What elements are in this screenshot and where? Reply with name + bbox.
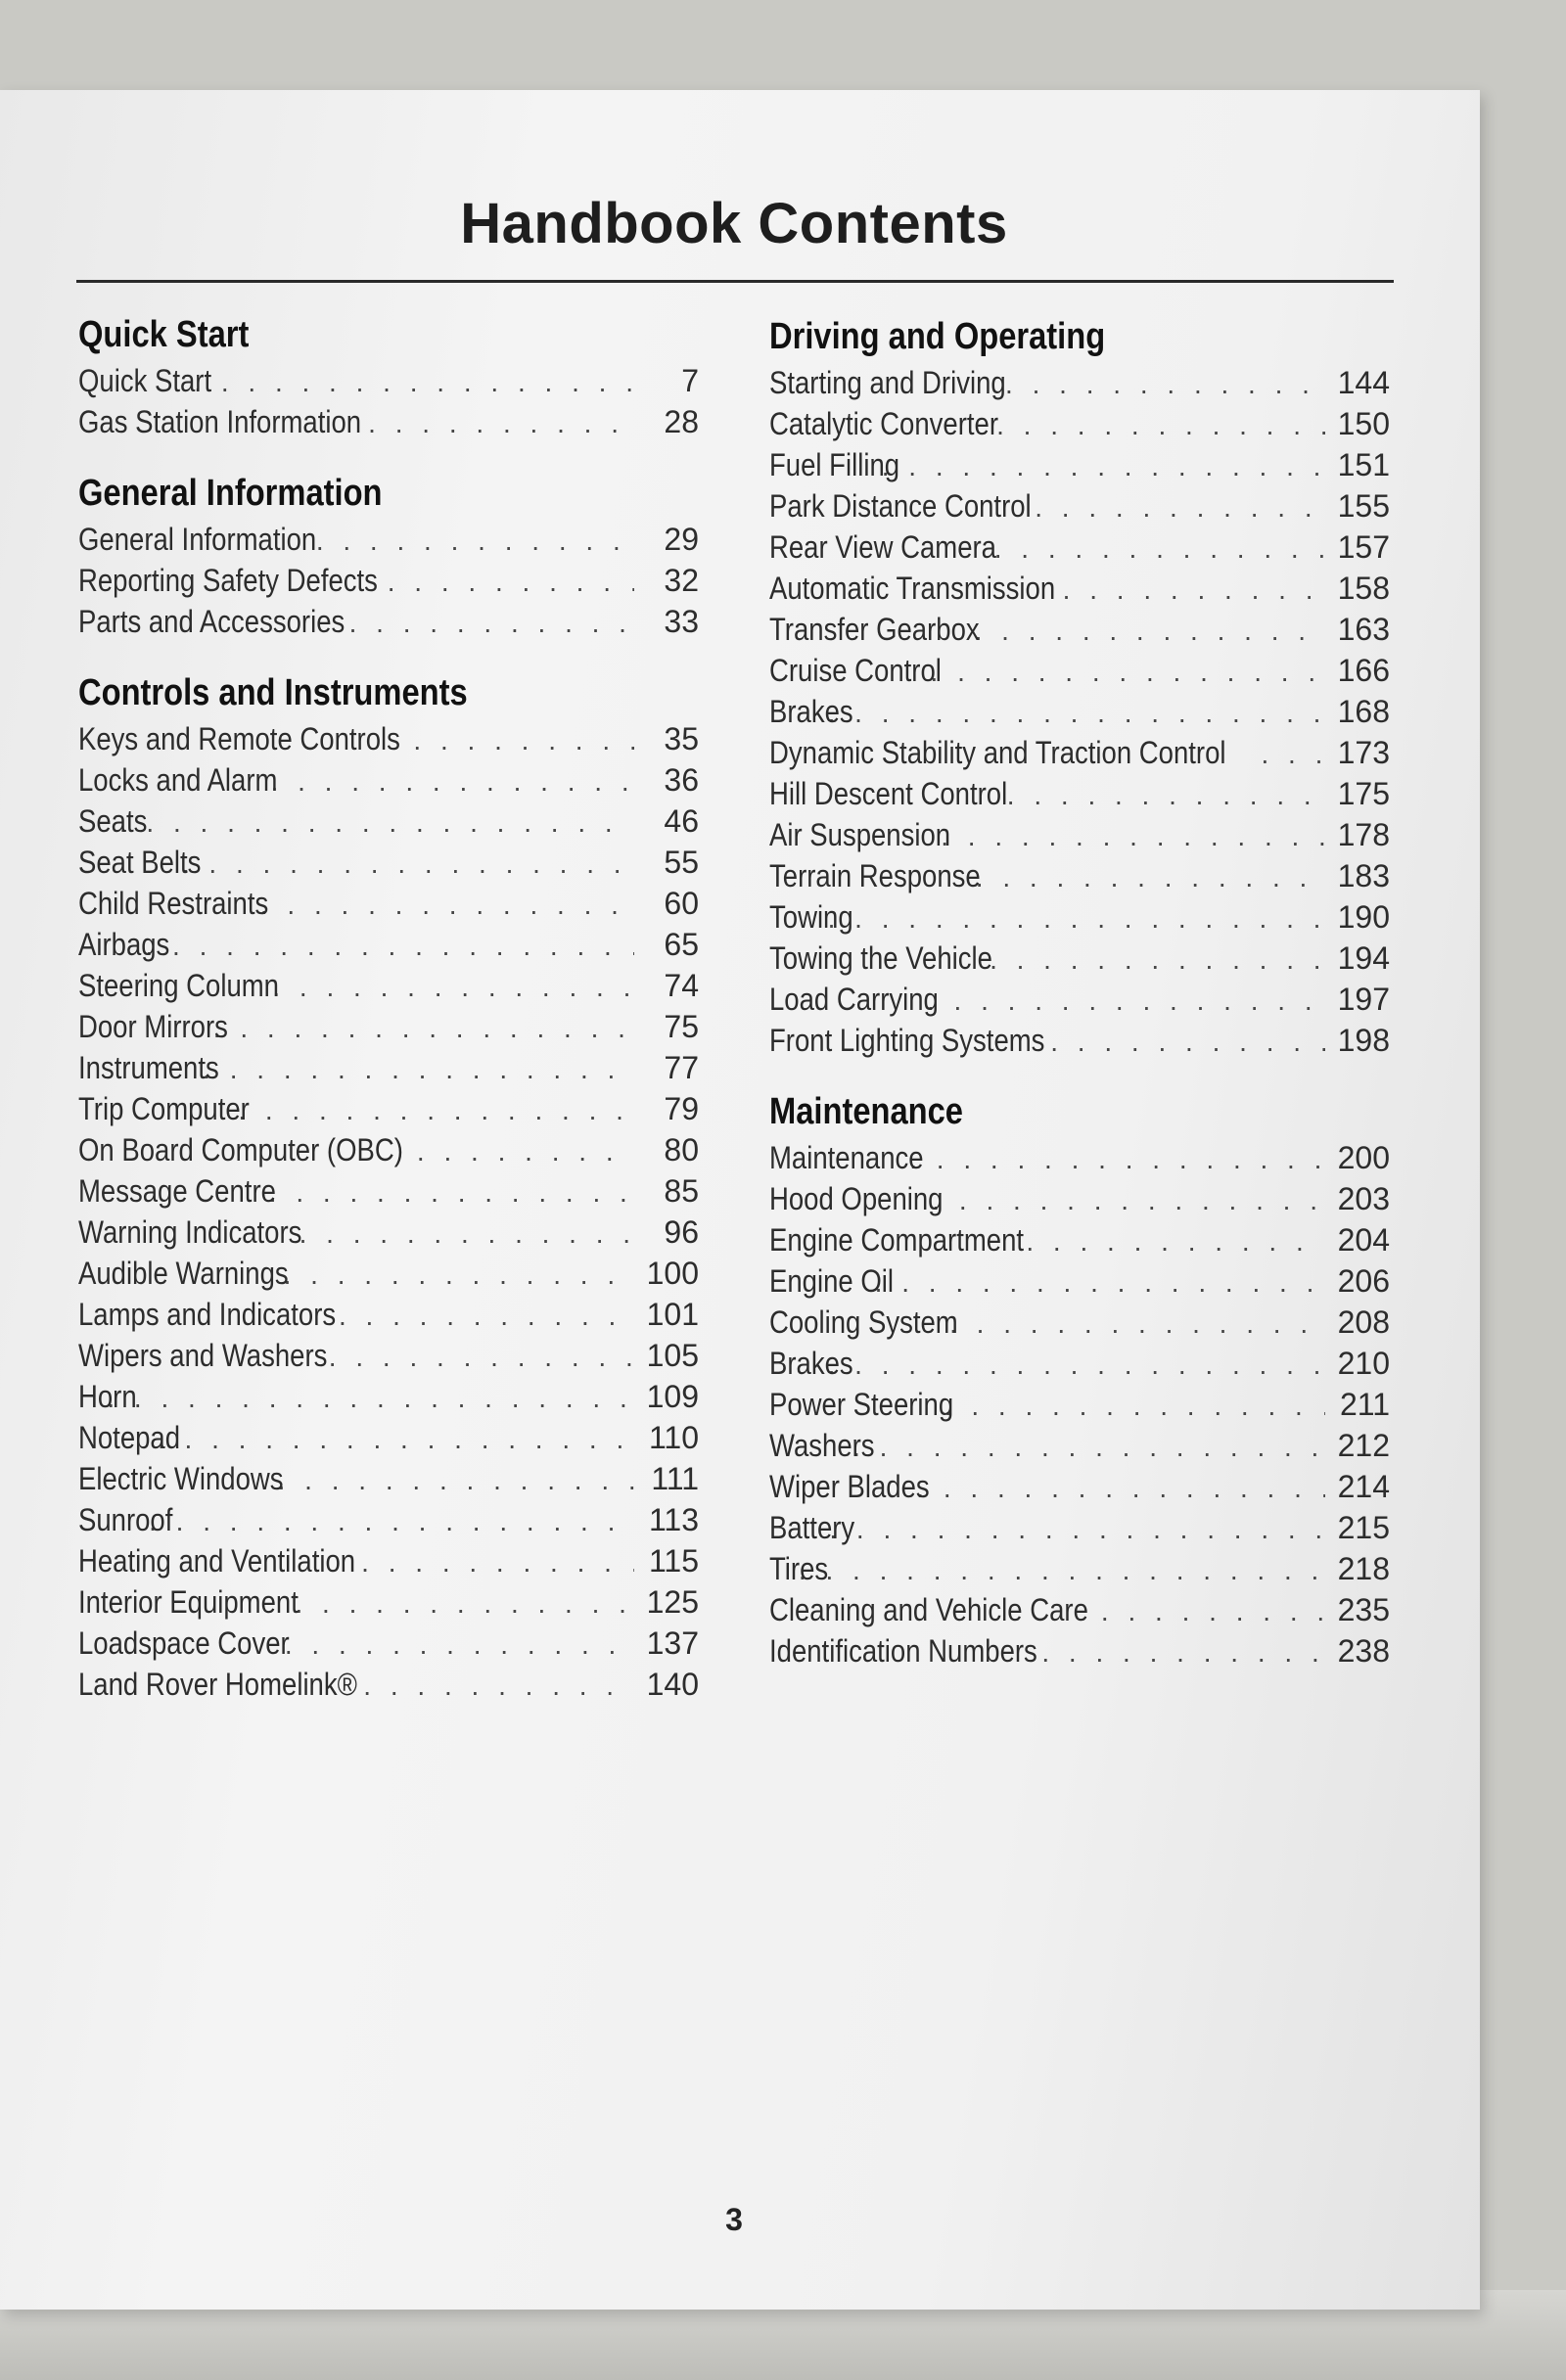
toc-entry-label: Wiper Blades xyxy=(769,1469,930,1504)
dot-leader xyxy=(976,857,1325,898)
dot-leader xyxy=(213,1008,634,1049)
toc-entry[interactable] xyxy=(769,526,1390,568)
toc-entry-page: 140 xyxy=(646,1667,699,1702)
toc-entry[interactable] xyxy=(769,1343,1390,1384)
toc-entry-page: 163 xyxy=(1337,612,1390,647)
toc-entry[interactable] xyxy=(78,1664,699,1705)
toc-entry-page: 28 xyxy=(664,404,699,439)
toc-entry-label: Load Carrying xyxy=(769,982,939,1017)
toc-entry[interactable] xyxy=(78,1088,699,1129)
toc-entry-label: Brakes xyxy=(769,694,853,729)
toc-entry-page: 210 xyxy=(1337,1346,1390,1381)
toc-entry-label: Parts and Accessories xyxy=(78,604,345,639)
dot-leader xyxy=(931,652,1325,693)
toc-entry-page: 178 xyxy=(1337,817,1390,852)
toc-entry-page: 214 xyxy=(1337,1469,1390,1504)
section-heading: General Information xyxy=(78,473,383,514)
toc-entry[interactable] xyxy=(78,1335,699,1376)
toc-entry-label: Heating and Ventilation xyxy=(78,1543,356,1579)
toc-entry[interactable] xyxy=(769,1425,1390,1466)
toc-entry-page: 115 xyxy=(648,1543,699,1579)
toc-entry-label: Front Lighting Systems xyxy=(769,1023,1045,1058)
toc-entry[interactable] xyxy=(78,1458,699,1499)
dot-leader xyxy=(994,528,1325,570)
toc-entry[interactable] xyxy=(78,1170,699,1212)
toc-entry-page: 101 xyxy=(646,1297,699,1332)
toc-entry-label: Locks and Alarm xyxy=(78,762,278,798)
toc-entry[interactable] xyxy=(769,1507,1390,1548)
toc-entry[interactable] xyxy=(769,855,1390,896)
toc-entry-page: 35 xyxy=(664,721,699,756)
toc-entry[interactable] xyxy=(769,691,1390,732)
toc-entry-page: 125 xyxy=(646,1584,699,1620)
toc-entry-page: 110 xyxy=(648,1420,699,1455)
toc-entry[interactable] xyxy=(78,1499,699,1540)
dot-leader xyxy=(349,603,634,644)
dot-leader xyxy=(203,1049,634,1090)
toc-entry-label: Sunroof xyxy=(78,1502,173,1537)
toc-entry-page: 175 xyxy=(1337,776,1390,811)
toc-entry-page: 113 xyxy=(648,1502,699,1537)
toc-entry-label: Door Mirrors xyxy=(78,1009,228,1044)
toc-entry-page: 150 xyxy=(1337,406,1390,441)
toc-entry-label: Automatic Transmission xyxy=(769,571,1056,606)
toc-entry-label: Steering Column xyxy=(78,968,279,1003)
dot-leader xyxy=(368,403,634,444)
dot-leader xyxy=(828,898,1325,939)
toc-entry-label: Rear View Camera xyxy=(769,529,996,565)
dot-leader xyxy=(278,1460,634,1501)
toc-entry-page: 204 xyxy=(1337,1222,1390,1258)
toc-entry[interactable] xyxy=(78,1540,699,1581)
toc-entry-page: 111 xyxy=(651,1461,699,1496)
toc-entry[interactable] xyxy=(769,1260,1390,1302)
dot-leader xyxy=(916,1468,1325,1509)
toc-entry[interactable] xyxy=(769,485,1390,526)
toc-entry-page: 36 xyxy=(664,762,699,798)
toc-entry-label: General Information xyxy=(78,522,317,557)
toc-entry-label: Dynamic Stability and Traction Control xyxy=(769,735,1226,770)
dot-leader xyxy=(182,844,634,885)
toc-entry-label: Cleaning and Vehicle Care xyxy=(769,1592,1088,1627)
toc-entry-label: Wipers and Washers xyxy=(78,1338,328,1373)
dot-leader xyxy=(158,1419,634,1460)
toc-entry[interactable] xyxy=(769,1466,1390,1507)
toc-entry-page: 65 xyxy=(664,927,699,962)
dot-leader xyxy=(339,1296,634,1337)
toc-entry[interactable] xyxy=(769,650,1390,691)
toc-entry-label: Towing xyxy=(769,899,853,935)
dot-leader xyxy=(875,1262,1325,1304)
toc-entry-page: 190 xyxy=(1337,899,1390,935)
toc-entry-page: 29 xyxy=(664,522,699,557)
dot-leader xyxy=(417,1131,634,1172)
toc-entry-label: Washers xyxy=(769,1428,875,1463)
toc-entry-label: Child Restraints xyxy=(78,886,269,921)
dot-leader xyxy=(1050,1022,1325,1063)
toc-entry-label: Electric Windows xyxy=(78,1461,284,1496)
toc-entry-page: 215 xyxy=(1337,1510,1390,1545)
toc-entry[interactable] xyxy=(769,1137,1390,1178)
toc-entry[interactable] xyxy=(78,1294,699,1335)
dot-leader xyxy=(852,1427,1325,1468)
toc-entry-label: Keys and Remote Controls xyxy=(78,721,400,756)
toc-entry[interactable] xyxy=(769,609,1390,650)
toc-entry-label: Park Distance Control xyxy=(769,488,1032,524)
section-gap xyxy=(769,1061,1390,1086)
toc-entry-label: Seat Belts xyxy=(78,845,202,880)
right-column xyxy=(769,311,1390,1671)
dot-leader xyxy=(1101,1591,1325,1632)
toc-entry[interactable] xyxy=(769,1548,1390,1589)
toc-entry-label: Cruise Control xyxy=(769,653,942,688)
toc-entry-page: 197 xyxy=(1337,982,1390,1017)
toc-entry-page: 238 xyxy=(1337,1633,1390,1669)
toc-entry-label: Hill Descent Control xyxy=(769,776,1008,811)
toc-entry-label: Tires xyxy=(769,1551,829,1586)
dot-leader xyxy=(990,939,1325,981)
toc-entry-page: 183 xyxy=(1337,858,1390,893)
dot-leader xyxy=(996,405,1325,446)
toc-entry-page: 218 xyxy=(1337,1551,1390,1586)
dot-leader xyxy=(949,1304,1325,1345)
dot-leader xyxy=(238,1090,634,1131)
toc-entry-label: Instruments xyxy=(78,1050,219,1085)
dot-leader xyxy=(1063,570,1325,611)
toc-entry-label: Identification Numbers xyxy=(769,1633,1037,1669)
toc-entry-label: Engine Oil xyxy=(769,1263,894,1299)
toc-entry-label: Terrain Response xyxy=(769,858,981,893)
toc-entry-label: Trip Computer xyxy=(78,1091,250,1126)
toc-entry[interactable] xyxy=(78,801,699,842)
toc-entry[interactable] xyxy=(769,1589,1390,1630)
toc-entry-page: 109 xyxy=(646,1379,699,1414)
dot-leader xyxy=(1007,775,1325,816)
toc-entry-page: 211 xyxy=(1339,1387,1390,1422)
section-gap xyxy=(78,642,699,667)
toc-entry[interactable] xyxy=(78,1623,699,1664)
toc-entry-page: 157 xyxy=(1337,529,1390,565)
section-heading: Quick Start xyxy=(78,314,250,355)
dot-leader xyxy=(932,1180,1325,1221)
toc-entry[interactable] xyxy=(78,1376,699,1417)
dot-leader xyxy=(295,1583,634,1625)
toc-entry-page: 33 xyxy=(664,604,699,639)
toc-entry-page: 100 xyxy=(646,1256,699,1291)
toc-entry-page: 173 xyxy=(1337,735,1390,770)
dot-leader xyxy=(388,562,634,603)
toc-entry-page: 158 xyxy=(1337,571,1390,606)
toc-entry[interactable] xyxy=(769,1020,1390,1061)
toc-entry-page: 206 xyxy=(1337,1263,1390,1299)
dot-leader xyxy=(107,1378,634,1419)
dot-leader xyxy=(413,720,634,761)
dot-leader xyxy=(316,521,634,562)
toc-entry-page: 235 xyxy=(1337,1592,1390,1627)
section-heading: Controls and Instruments xyxy=(78,672,468,713)
toc-entry[interactable] xyxy=(78,601,699,642)
title-rule xyxy=(76,280,1394,283)
toc-entry[interactable] xyxy=(78,718,699,759)
toc-entry[interactable] xyxy=(78,759,699,801)
toc-entry-page: 55 xyxy=(664,845,699,880)
left-column xyxy=(78,309,699,1705)
toc-entry[interactable] xyxy=(78,924,699,965)
toc-entry-page: 79 xyxy=(664,1091,699,1126)
toc-entry-label: Airbags xyxy=(78,927,170,962)
dot-leader xyxy=(363,1666,634,1707)
dot-leader xyxy=(909,1139,1325,1180)
toc-entry-label: Fuel Filling xyxy=(769,447,900,482)
section-gap xyxy=(78,442,699,468)
toc-entry[interactable] xyxy=(78,519,699,560)
toc-entry[interactable] xyxy=(769,1178,1390,1219)
toc-entry-page: 168 xyxy=(1337,694,1390,729)
toc-entry[interactable] xyxy=(769,979,1390,1020)
toc-entry[interactable] xyxy=(769,814,1390,855)
toc-entry-label: Interior Equipment xyxy=(78,1584,299,1620)
toc-entry-label: Air Suspension xyxy=(769,817,951,852)
toc-entry-label: Warning Indicators xyxy=(78,1214,302,1250)
toc-entry-page: 46 xyxy=(664,803,699,839)
toc-entry-page: 200 xyxy=(1337,1140,1390,1175)
dot-leader xyxy=(941,816,1325,857)
toc-entry-label: Starting and Driving xyxy=(769,365,1006,400)
page-title: Handbook Contents xyxy=(460,192,1008,255)
dot-leader xyxy=(272,967,634,1008)
toc-entry-page: 155 xyxy=(1337,488,1390,524)
toc-entry-label: Battery xyxy=(769,1510,855,1545)
toc-entry[interactable] xyxy=(769,444,1390,485)
toc-entry[interactable] xyxy=(78,965,699,1006)
dot-leader xyxy=(284,1255,634,1296)
toc-entry[interactable] xyxy=(769,773,1390,814)
dot-leader xyxy=(146,926,635,967)
toc-entry[interactable] xyxy=(769,568,1390,609)
toc-entry-page: 96 xyxy=(664,1214,699,1250)
toc-entry-page: 137 xyxy=(646,1625,699,1661)
toc-entry[interactable] xyxy=(769,732,1390,773)
toc-entry-page: 32 xyxy=(664,563,699,598)
toc-entry[interactable] xyxy=(78,1006,699,1047)
toc-entry-label: Reporting Safety Defects xyxy=(78,563,378,598)
toc-entry[interactable] xyxy=(769,403,1390,444)
toc-entry[interactable] xyxy=(769,896,1390,938)
dot-leader xyxy=(1005,364,1325,405)
toc-entry[interactable] xyxy=(769,362,1390,403)
toc-entry-page: 194 xyxy=(1337,940,1390,976)
dot-leader xyxy=(882,446,1325,487)
toc-entry-label: Message Centre xyxy=(78,1173,276,1209)
dot-leader xyxy=(285,1625,634,1666)
dot-leader xyxy=(269,1172,634,1213)
dot-leader xyxy=(927,981,1325,1022)
toc-entry[interactable] xyxy=(78,1253,699,1294)
toc-entry-page: 74 xyxy=(664,968,699,1003)
toc-entry-label: Towing the Vehicle xyxy=(769,940,992,976)
toc-entry-label: Maintenance xyxy=(769,1140,924,1175)
toc-entry-page: 166 xyxy=(1337,653,1390,688)
toc-entry[interactable] xyxy=(78,1129,699,1170)
dot-leader xyxy=(271,761,634,802)
toc-entry-label: Seats xyxy=(78,803,148,839)
toc-entry-page: 208 xyxy=(1337,1304,1390,1340)
toc-entry-label: Notepad xyxy=(78,1420,181,1455)
toc-entry-page: 60 xyxy=(664,886,699,921)
toc-entry[interactable] xyxy=(769,1384,1390,1425)
toc-entry-page: 212 xyxy=(1337,1428,1390,1463)
dot-leader xyxy=(1261,734,1325,775)
toc-entry[interactable] xyxy=(78,1417,699,1458)
dot-leader xyxy=(299,1213,634,1255)
toc-entry-label: On Board Computer (OBC) xyxy=(78,1132,403,1167)
toc-entry-label: Gas Station Information xyxy=(78,404,362,439)
toc-entry-page: 85 xyxy=(664,1173,699,1209)
toc-entry[interactable] xyxy=(78,842,699,883)
toc-entry[interactable] xyxy=(78,1581,699,1623)
toc-entry[interactable] xyxy=(78,1047,699,1088)
dot-leader xyxy=(828,693,1325,734)
toc-entry[interactable] xyxy=(78,883,699,924)
toc-entry-label: Power Steering xyxy=(769,1387,954,1422)
toc-entry[interactable] xyxy=(78,401,699,442)
dot-leader xyxy=(260,885,634,926)
toc-entry-page: 144 xyxy=(1337,365,1390,400)
toc-entry-page: 75 xyxy=(664,1009,699,1044)
dot-leader xyxy=(119,802,634,844)
toc-entry[interactable] xyxy=(769,938,1390,979)
toc-entry-page: 77 xyxy=(664,1050,699,1085)
toc-entry[interactable] xyxy=(78,560,699,601)
toc-entry-label: Catalytic Converter xyxy=(769,406,999,441)
dot-leader xyxy=(828,1345,1325,1386)
toc-entry[interactable] xyxy=(769,1630,1390,1671)
toc-entry-page: 198 xyxy=(1337,1023,1390,1058)
toc-entry[interactable] xyxy=(769,1219,1390,1260)
dot-leader xyxy=(944,1386,1325,1427)
dot-leader xyxy=(361,1542,634,1583)
dot-leader xyxy=(799,1550,1325,1591)
dot-leader xyxy=(1041,1632,1325,1673)
toc-entry-page: 203 xyxy=(1337,1181,1390,1216)
dot-leader xyxy=(149,1501,634,1542)
section-heading: Driving and Operating xyxy=(769,316,1106,357)
dot-leader xyxy=(194,362,634,403)
toc-entry-label: Horn xyxy=(78,1379,137,1414)
dot-leader xyxy=(1035,487,1325,528)
toc-entry-label: Cooling System xyxy=(769,1304,958,1340)
toc-entry-label: Transfer Gearbox xyxy=(769,612,980,647)
toc-entry-page: 151 xyxy=(1337,447,1390,482)
toc-entry-label: Loadspace Cover xyxy=(78,1625,290,1661)
toc-entry-label: Hood Opening xyxy=(769,1181,944,1216)
toc-entry-label: Audible Warnings xyxy=(78,1256,289,1291)
toc-entry-page: 105 xyxy=(646,1338,699,1373)
toc-entry-label: Land Rover Homelink® xyxy=(78,1667,357,1702)
section-heading: Maintenance xyxy=(769,1091,963,1132)
toc-entry-label: Quick Start xyxy=(78,363,212,398)
toc-entry[interactable] xyxy=(769,1302,1390,1343)
toc-entry[interactable] xyxy=(78,1212,699,1253)
toc-entry-page: 80 xyxy=(664,1132,699,1167)
toc-entry[interactable] xyxy=(78,360,699,401)
dot-leader xyxy=(1026,1221,1325,1262)
dot-leader xyxy=(829,1509,1325,1550)
page-number: 3 xyxy=(725,2202,743,2237)
toc-entry-label: Brakes xyxy=(769,1346,853,1381)
toc-entry-page: 7 xyxy=(681,363,699,398)
dot-leader xyxy=(975,611,1325,652)
toc-entry-label: Engine Compartment xyxy=(769,1222,1025,1258)
toc-entry-label: Lamps and Indicators xyxy=(78,1297,337,1332)
dot-leader xyxy=(329,1337,634,1378)
